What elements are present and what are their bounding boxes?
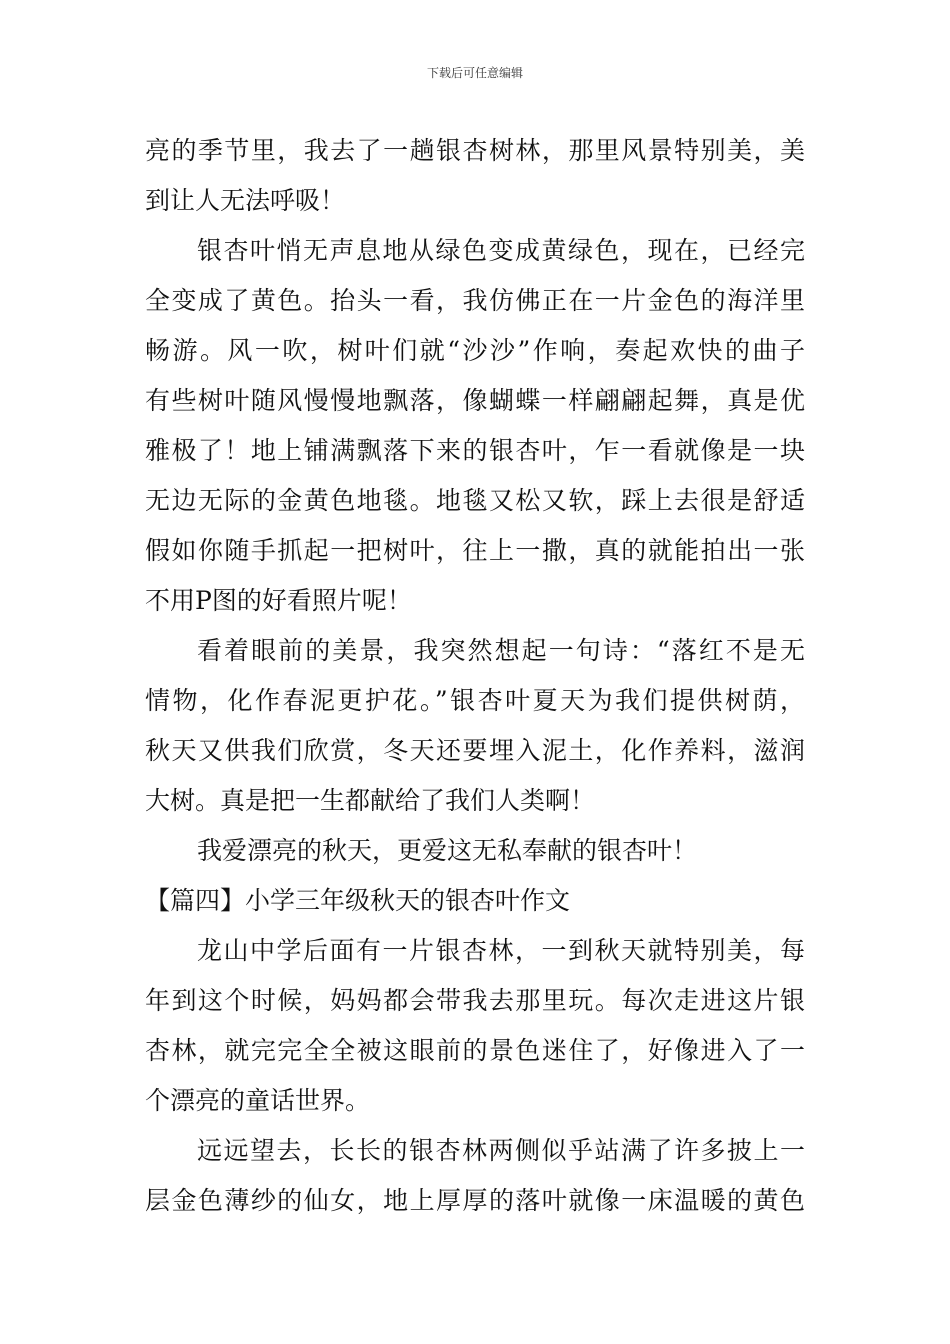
text-line: 远远望去，长长的银杏林两侧似乎站满了许多披上一	[197, 1136, 805, 1165]
text-line: 大树。真是把一生都献给了我们人类啊！	[145, 786, 596, 815]
text-line: 龙山中学后面有一片银杏林，一到秋天就特别美，每	[197, 936, 805, 965]
text-line: 全变成了黄色。抬头一看，我仿佛正在一片金色的海洋里	[145, 286, 805, 315]
section-heading: 【篇四】小学三年级秋天的银杏叶作文	[145, 886, 571, 915]
text-line: 无边无际的金黄色地毯。地毯又松又软，踩上去很是舒适	[145, 486, 805, 515]
text-line: 有些树叶随风慢慢地飘落，像蝴蝶一样翩翩起舞，真是优	[145, 386, 805, 415]
page-header: 下载后可任意编辑	[426, 66, 523, 80]
text-line: 不用P图的好看照片呢！	[145, 586, 412, 615]
text-line: 年到这个时候，妈妈都会带我去那里玩。每次走进这片银	[145, 986, 805, 1015]
text-line: 到让人无法呼吸！	[145, 186, 346, 215]
text-line: 畅游。风一吹，树叶们就“沙沙”作响，奏起欢快的曲子	[145, 336, 805, 365]
document-body	[145, 126, 805, 1226]
text-line: 雅极了！地上铺满飘落下来的银杏叶，乍一看就像是一块	[145, 436, 805, 465]
text-line: 个漂亮的童话世界。	[145, 1086, 371, 1115]
text-line: 秋天又供我们欣赏，冬天还要埋入泥土，化作养料，滋润	[145, 736, 805, 765]
text-line: 银杏叶悄无声息地从绿色变成黄绿色，现在，已经完	[197, 236, 805, 265]
text-line: 看着眼前的美景，我突然想起一句诗：“落红不是无	[197, 636, 805, 665]
text-line: 杏林，就完完全全被这眼前的景色迷住了，好像进入了一	[145, 1036, 805, 1065]
text-line: 亮的季节里，我去了一趟银杏树林，那里风景特别美，美	[145, 136, 805, 165]
text-line: 情物，化作春泥更护花。”银杏叶夏天为我们提供树荫，	[145, 686, 805, 715]
text-line: 我爱漂亮的秋天，更爱这无私奉献的银杏叶！	[197, 836, 698, 865]
text-line: 层金色薄纱的仙女，地上厚厚的落叶就像一床温暖的黄色	[145, 1186, 805, 1215]
text-line: 假如你随手抓起一把树叶，往上一撒，真的就能拍出一张	[145, 536, 805, 565]
